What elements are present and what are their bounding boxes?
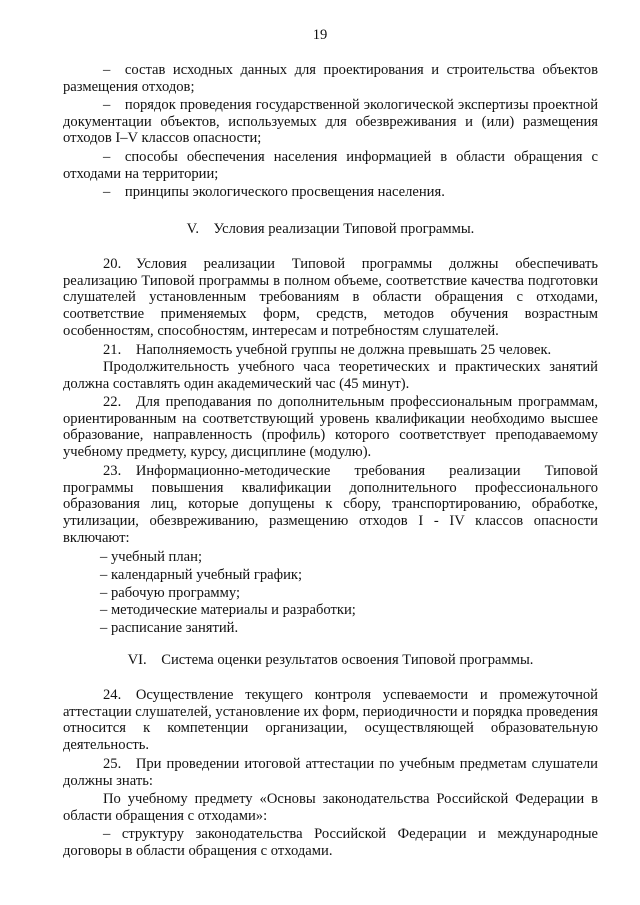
paragraph-20: 20. Условия реализации Типовой программы должны обеспечивать реализацию Типовой программы в полном объеме, соответствие качества подготовки слушателей установленным требованиям в области обращения с отходами, соответствие применяемых форм, средств, методов обучения возрастным особенностям, способностям, интересам и потребностям слушателей. — [63, 256, 598, 339]
paragraph-24: 24. Осуществление текущего контроля успеваемости и промежуточной аттестации слушателей, установление их форм, периодичности и порядка проведения относится к компетенции организации, осуществляющей образовательную деятельность. — [63, 687, 598, 754]
list-item-ecological-education: – принципы экологического просвещения населения. — [103, 184, 445, 200]
section-heading-v: V. Условия реализации Типовой программы. — [186, 221, 475, 237]
paragraph-25-subject: По учебному предмету «Основы законодательства Российской Федерации в области обращения с отходами»: — [63, 791, 598, 824]
paragraph-25-structure: – структуру законодательства Российской Федерации и международные договоры в области обращения с отходами. — [63, 826, 598, 859]
includes-item-work-program: – рабочую программу; — [100, 585, 241, 601]
section-heading-vi: VI. Система оценки результатов освоения Типовой программы. — [127, 652, 534, 668]
includes-item-materials: – методические материалы и разработки; — [100, 602, 356, 618]
paragraph-25: 25. При проведении итоговой аттестации по учебным предметам слушатели должны знать: — [63, 756, 598, 789]
includes-item-schedule: – календарный учебный график; — [100, 567, 303, 583]
includes-item-curriculum: – учебный план; — [100, 549, 202, 565]
paragraph-21-duration: Продолжительность учебного часа теоретических и практических занятий должна составлять один академический час (45 минут). — [63, 359, 598, 392]
list-item-public-information: – способы обеспечения населения информацией в области обращения с отходами на территории; — [63, 149, 598, 182]
paragraph-22: 22. Для преподавания по дополнительным профессиональным программам, ориентированным на соответствующий уровень квалификации необходимо высшее образование, направленность (профиль) которого соответствует преподаваемому учебному предмету, курсу, дисциплине (модулю). — [63, 394, 598, 461]
paragraph-23: 23. Информационно-методические требования реализации Типовой программы повышения квалификации дополнительного профессионального образования лиц, которые допущены к сбору, транспортированию, обработке, утилизации, обезвреживанию, размещению отходов I - IV классов опасности включают: — [63, 463, 598, 546]
page-number: 19 — [312, 27, 328, 43]
list-item-source-data: – состав исходных данных для проектирования и строительства объектов размещения отходов; — [63, 62, 598, 95]
includes-item-timetable: – расписание занятий. — [100, 620, 239, 636]
list-item-expertise-procedure: – порядок проведения государственной экологической экспертизы проектной документации объектов, используемых для обезвреживания и (или) размещения отходов I–V классов опасности; — [63, 97, 598, 147]
paragraph-21: 21. Наполняемость учебной группы не должна превышать 25 человек. — [103, 342, 552, 358]
